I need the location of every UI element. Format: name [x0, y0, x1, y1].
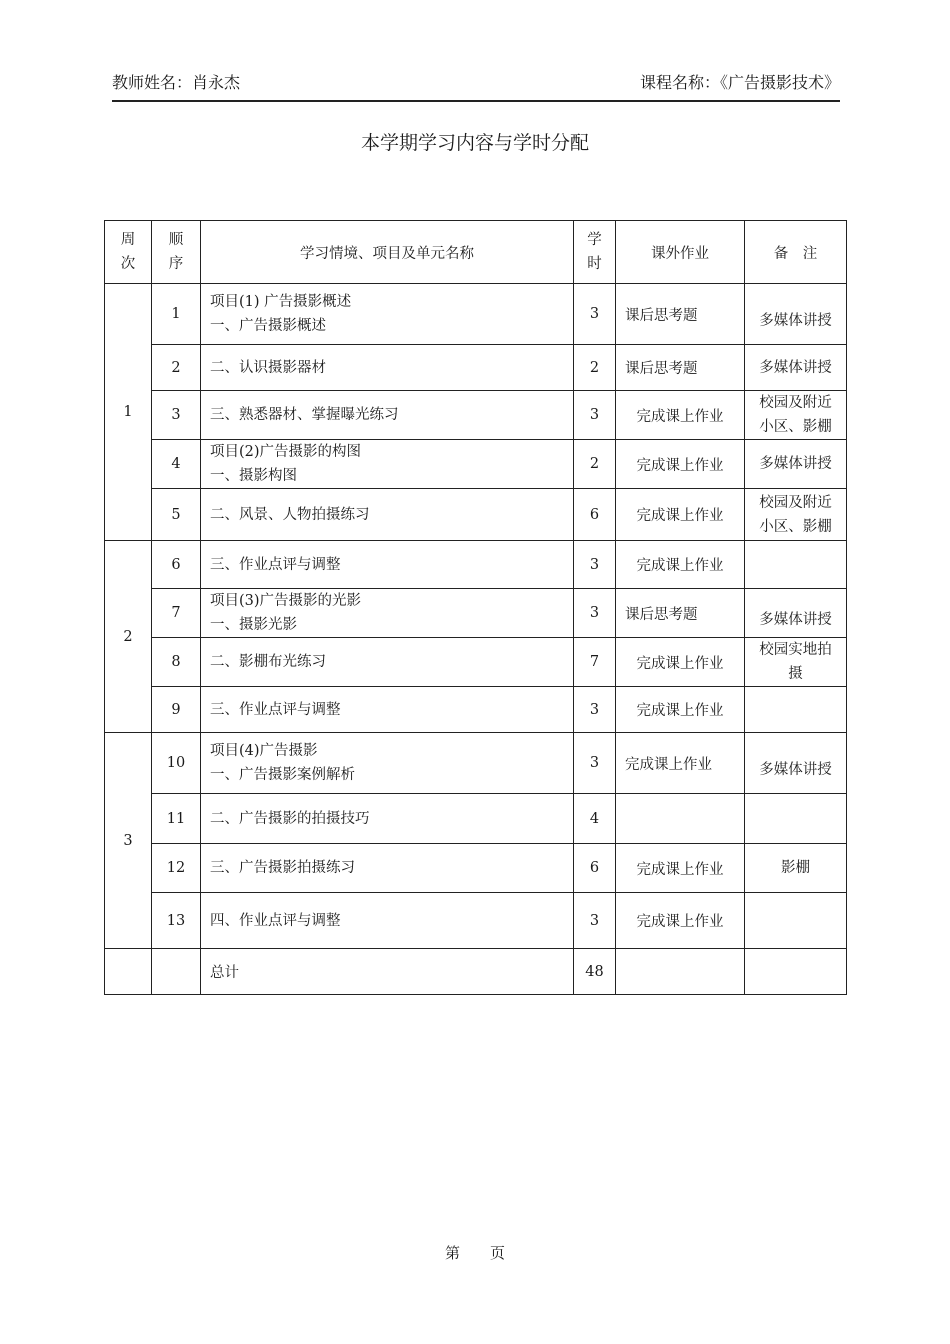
table-row: [105, 893, 847, 949]
hours-cell: 3: [574, 541, 616, 589]
homework-cell: [616, 794, 745, 844]
homework-cell: 完成课上作业: [616, 541, 745, 589]
order-cell: 7: [152, 589, 201, 638]
hours-cell: 6: [574, 844, 616, 893]
table-row: [105, 794, 847, 844]
remark-cell: [745, 687, 847, 733]
unit-cell: [201, 589, 574, 638]
unit-line: 一、广告摄影概述: [210, 318, 326, 334]
table-row: [105, 844, 847, 893]
header-remark: 备 注: [745, 221, 847, 284]
remark-cell: [745, 638, 847, 687]
remark-cell: [745, 284, 847, 345]
hours-cell: 3: [574, 589, 616, 638]
homework-cell: 完成课上作业: [616, 489, 745, 541]
table-row: [105, 687, 847, 733]
unit-line: 三、作业点评与调整: [210, 556, 341, 573]
empty-cell: [152, 949, 201, 995]
header-homework: 课外作业: [616, 221, 745, 284]
homework-cell: 完成课上作业: [616, 638, 745, 687]
remark-line: [745, 295, 846, 310]
remark-cell: [745, 844, 847, 893]
order-cell: 10: [152, 733, 201, 794]
unit-cell: [201, 345, 574, 391]
page-footer: 第 页: [444, 1244, 505, 1262]
hours-cell: 6: [574, 489, 616, 541]
total-label: 总计: [201, 949, 574, 995]
remark-line: [745, 594, 846, 609]
unit-line: 二、风景、人物拍摄练习: [210, 506, 370, 523]
unit-cell: [201, 391, 574, 440]
table-row: [105, 733, 847, 794]
week-cell: 2: [105, 541, 152, 733]
hours-cell: 3: [574, 284, 616, 345]
unit-cell: [201, 489, 574, 541]
remark-line: 多媒体讲授: [759, 359, 832, 376]
table-row: [105, 489, 847, 541]
hours-cell: 7: [574, 638, 616, 687]
page-title: 本学期学习内容与学时分配: [360, 132, 589, 154]
order-cell: 3: [152, 391, 201, 440]
table-row: [105, 541, 847, 589]
unit-line: 三、熟悉器材、掌握曝光练习: [210, 407, 399, 423]
order-cell: 12: [152, 844, 201, 893]
remark-cell: [745, 794, 847, 844]
teacher-name: 教师姓名：肖永杰: [112, 73, 241, 92]
homework-cell: 完成课上作业: [616, 440, 745, 489]
hours-cell: 3: [574, 893, 616, 949]
unit-line: 四、作业点评与调整: [210, 912, 341, 929]
order-cell: 6: [152, 541, 201, 589]
table-row: [105, 345, 847, 391]
hours-cell: 3: [574, 733, 616, 794]
unit-line: 三、作业点评与调整: [210, 701, 341, 718]
total-row: [105, 949, 847, 995]
page-header: [112, 68, 840, 102]
unit-line: 二、影棚布光练习: [210, 654, 326, 670]
remark-cell: [745, 733, 847, 794]
week-cell: 1: [105, 284, 152, 541]
remark-cell: [745, 345, 847, 391]
order-cell: 13: [152, 893, 201, 949]
unit-line: 二、广告摄影的拍摄技巧: [210, 810, 370, 827]
unit-line: 二、认识摄影器材: [210, 359, 326, 376]
unit-line: 一、广告摄影案例解析: [210, 767, 355, 783]
unit-line: 项目(3)广告摄影的光影: [210, 593, 362, 609]
unit-line: 项目(2)广告摄影的构图: [210, 444, 362, 460]
remark-line: 小区、影棚: [759, 419, 832, 435]
remark-line: 影棚: [781, 860, 810, 876]
table-row: [105, 638, 847, 687]
header-order: 顺 序: [152, 221, 201, 284]
remark-line: 校园及附近: [759, 395, 832, 411]
order-cell: 2: [152, 345, 201, 391]
order-cell: 9: [152, 687, 201, 733]
table-header-row: [105, 221, 847, 284]
homework-cell: 完成课上作业: [616, 687, 745, 733]
remark-line: 校园及附近: [759, 494, 832, 511]
empty-cell: [616, 949, 745, 995]
order-cell: 8: [152, 638, 201, 687]
hours-cell: 3: [574, 391, 616, 440]
unit-line: 三、广告摄影拍摄练习: [210, 860, 355, 876]
remark-line: [745, 744, 846, 759]
order-cell: 1: [152, 284, 201, 345]
homework-cell: 完成课上作业: [616, 733, 745, 794]
homework-cell: 课后思考题: [616, 589, 745, 638]
total-hours: 48: [574, 949, 616, 995]
homework-cell: 完成课上作业: [616, 893, 745, 949]
remark-cell: [745, 589, 847, 638]
course-name: 课程名称：《广告摄影技术》: [639, 73, 840, 92]
table-row: [105, 589, 847, 638]
remark-line: 多媒体讲授: [759, 612, 832, 629]
header-week: 周 次: [105, 221, 152, 284]
header-hours: 学 时: [574, 221, 616, 284]
unit-line: 项目(1) 广告摄影概述: [210, 294, 352, 310]
remark-cell: [745, 893, 847, 949]
order-cell: 4: [152, 440, 201, 489]
unit-line: 一、摄影构图: [210, 468, 297, 484]
remark-cell: [745, 489, 847, 541]
unit-cell: [201, 541, 574, 589]
order-cell: 11: [152, 794, 201, 844]
unit-cell: [201, 440, 574, 489]
unit-cell: [201, 844, 574, 893]
homework-cell: 课后思考题: [616, 284, 745, 345]
remark-cell: [745, 541, 847, 589]
table-row: [105, 391, 847, 440]
order-cell: 5: [152, 489, 201, 541]
homework-cell: 课后思考题: [616, 345, 745, 391]
remark-line: 多媒体讲授: [759, 313, 832, 330]
hours-cell: 2: [574, 345, 616, 391]
remark-line: 摄: [788, 666, 803, 682]
remark-line: 多媒体讲授: [759, 762, 832, 779]
schedule-table: [104, 220, 847, 995]
hours-cell: 2: [574, 440, 616, 489]
week-cell: 3: [105, 733, 152, 949]
unit-cell: [201, 733, 574, 794]
unit-cell: [201, 893, 574, 949]
unit-line: 一、摄影光影: [210, 617, 297, 633]
unit-cell: [201, 284, 574, 345]
empty-cell: [745, 949, 847, 995]
unit-cell: [201, 794, 574, 844]
table-row: [105, 284, 847, 345]
homework-cell: 完成课上作业: [616, 391, 745, 440]
unit-cell: [201, 638, 574, 687]
homework-cell: 完成课上作业: [616, 844, 745, 893]
unit-cell: [201, 687, 574, 733]
remark-line: 多媒体讲授: [759, 456, 832, 472]
remark-cell: [745, 440, 847, 489]
hours-cell: 3: [574, 687, 616, 733]
hours-cell: 4: [574, 794, 616, 844]
remark-line: 校园实地拍: [759, 642, 832, 658]
header-unit: 学习情境、项目及单元名称: [201, 221, 574, 284]
remark-line: 小区、影棚: [759, 518, 832, 535]
remark-cell: [745, 391, 847, 440]
empty-cell: [105, 949, 152, 995]
table-row: [105, 440, 847, 489]
unit-line: 项目(4)广告摄影: [210, 743, 318, 759]
